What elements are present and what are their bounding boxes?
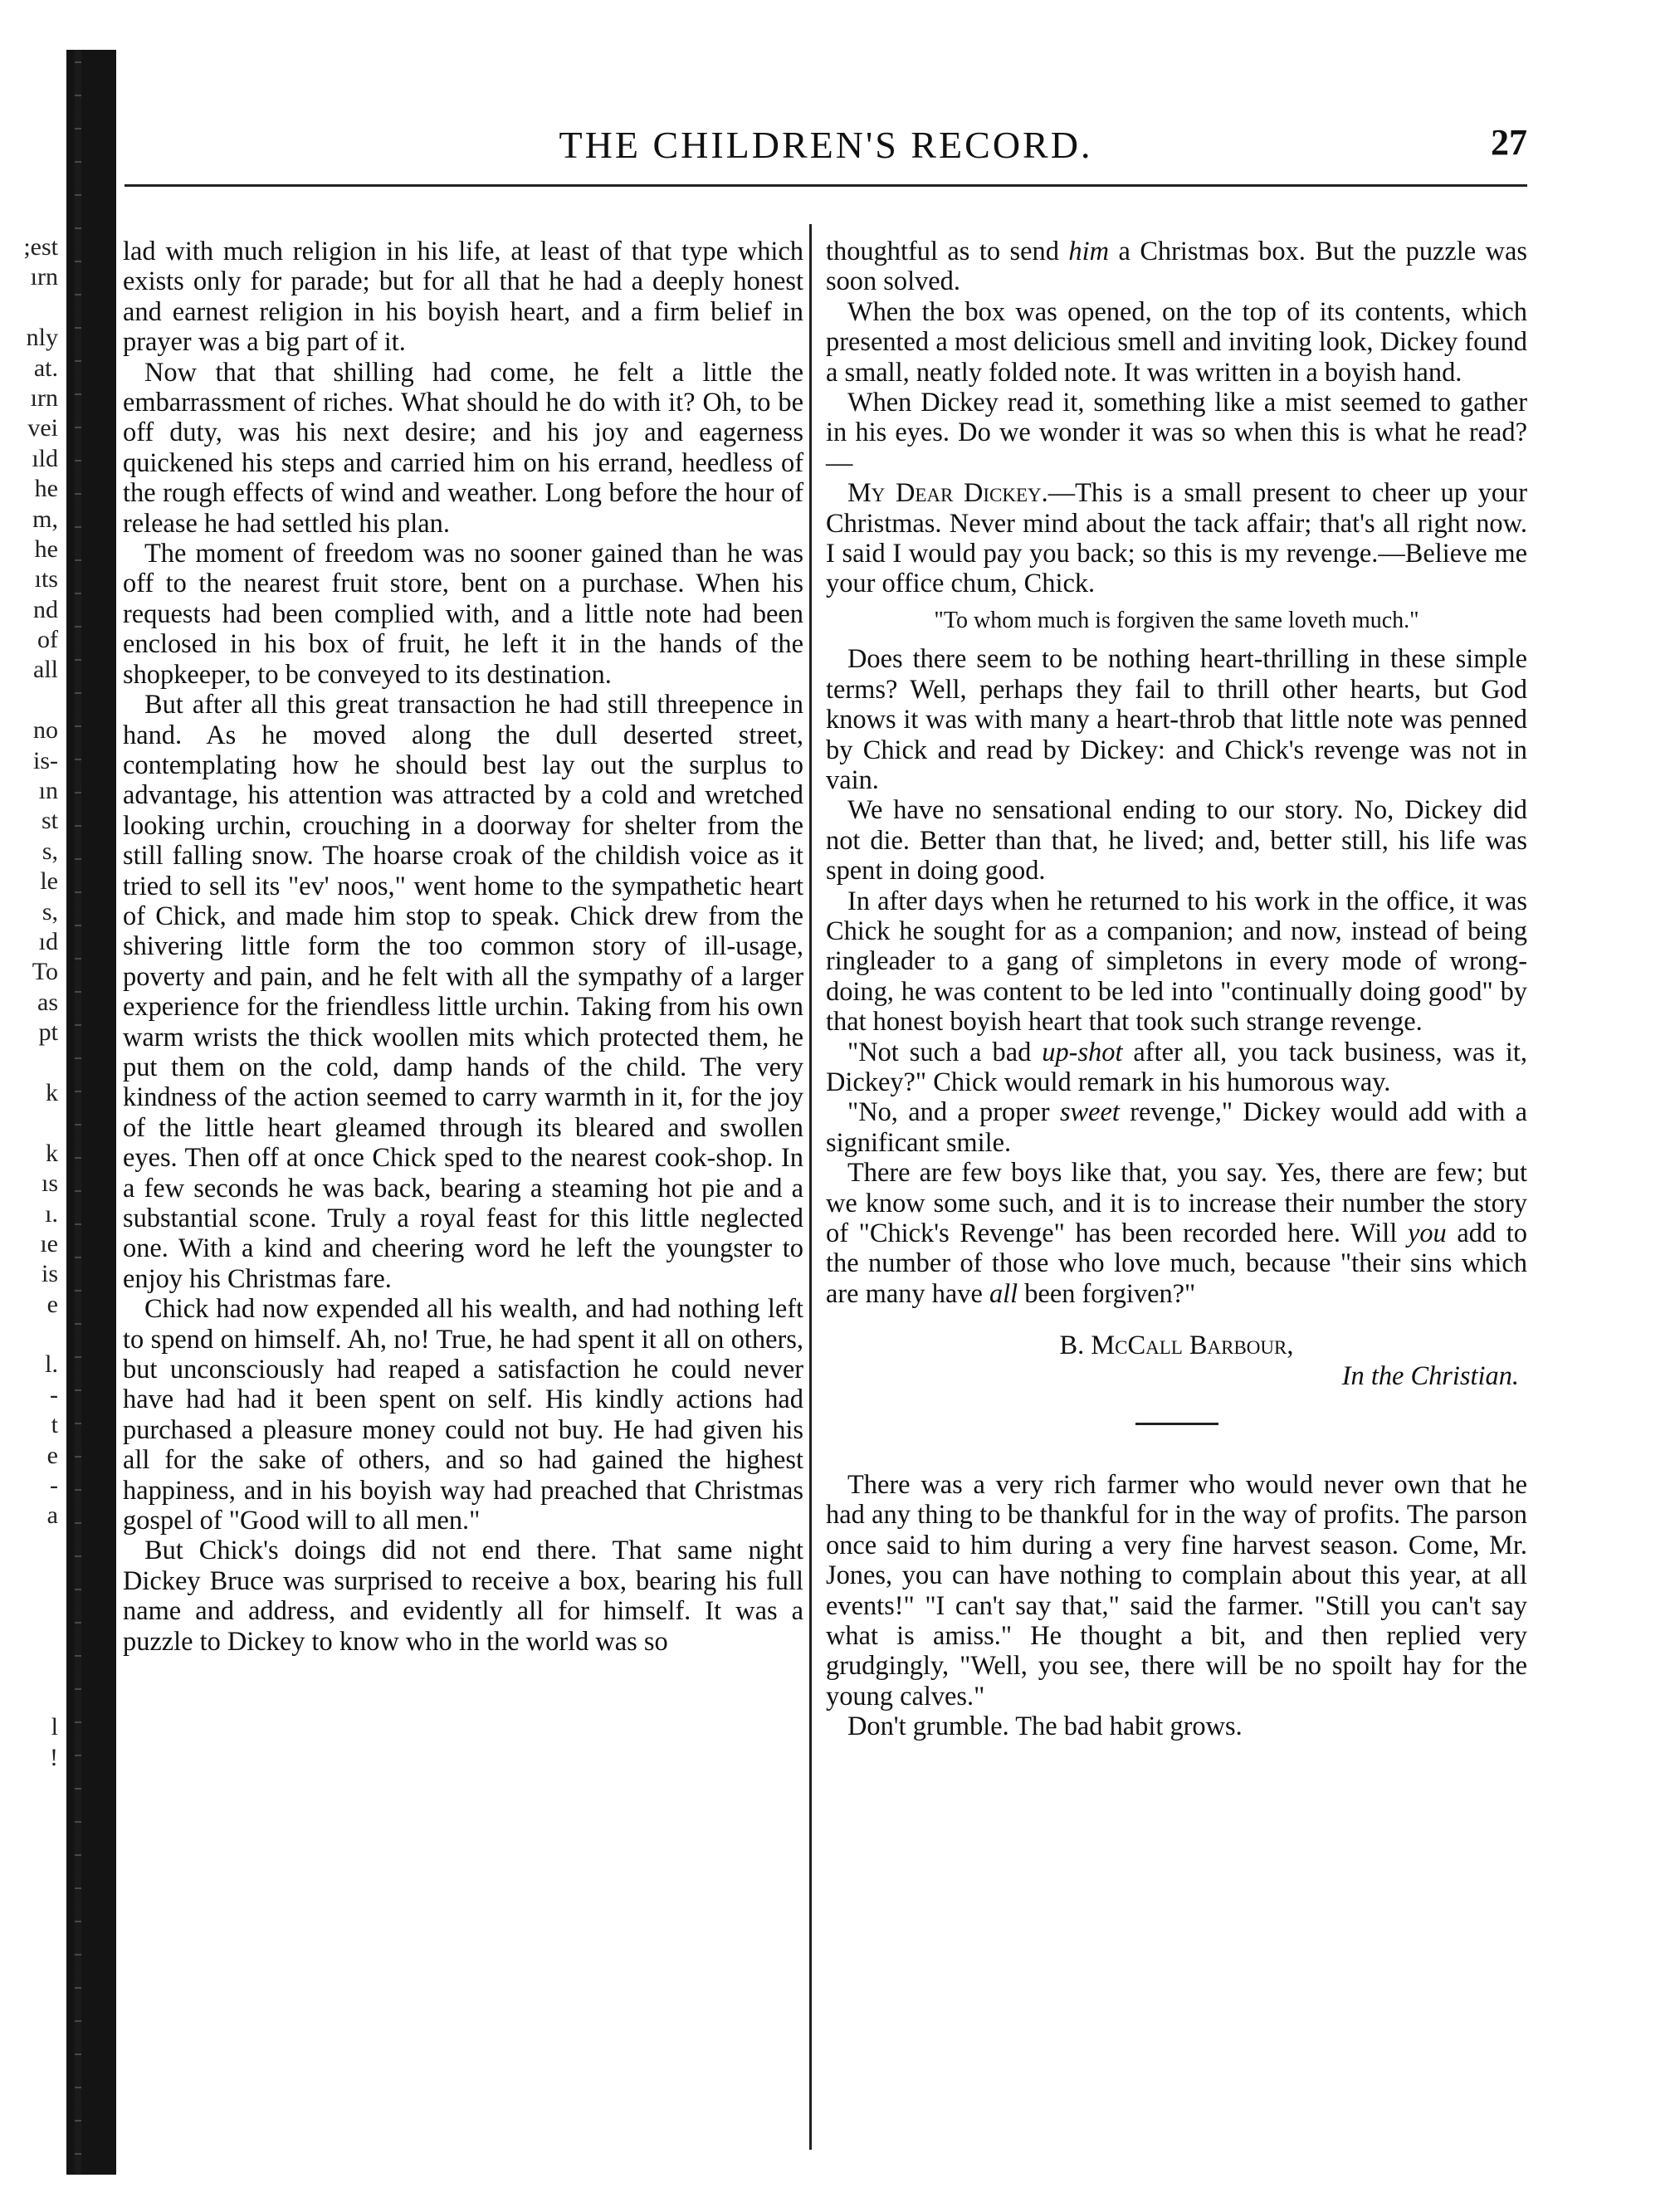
column-divider: [809, 224, 812, 2150]
margin-fragment: e: [46, 1290, 58, 1318]
paragraph: "Not such a bad up-shot after all, you tack business, was it, Dickey?" Chick would remark in his humorous way.: [826, 1037, 1528, 1097]
margin-fragment: [0, 1682, 58, 1712]
paragraph: lad with much religion in his life, at least of that type which exists only for parade; but for all that he had a deeply honest and earnest religion in his boyish heart, and a firm belief in prayer was a big part of it.: [123, 237, 803, 358]
margin-fragment: he: [34, 535, 58, 563]
section-separator: [1135, 1423, 1218, 1425]
margin-fragment: To: [32, 958, 58, 986]
paragraph: Chick had now expended all his wealth, and had nothing left to spend on himself. Ah, no! True, he had spent it all on others, but unconsciously had reaped a satisfaction he could never have had had it been spent on self. His kindly actions had purchased a pleasure money could not buy. He had given his all for the sake of others, and so had gained the highest happiness, and in his boyish way had preached that Christmas gospel of "Good will to all men.": [123, 1294, 803, 1536]
margin-fragment: ;est: [23, 233, 58, 261]
margin-fragment: [0, 1652, 58, 1682]
margin-fragment: !: [50, 1743, 58, 1771]
page-binding-edge: [66, 50, 116, 2175]
margin-fragment: l.: [45, 1350, 58, 1379]
margin-fragment: ırn: [30, 383, 58, 412]
margin-fragment: -: [50, 1380, 58, 1409]
margin-fragment: all: [33, 656, 58, 684]
paragraph: There are few boys like that, you say. Yes, there are few; but we know some such, and it is to increase their number the story of "Chick's Revenge" has been recorded here. Will you add to the number of those who love much, because "their sins which are many have all been forgiven?": [826, 1158, 1527, 1309]
margin-fragment: [0, 1803, 58, 1833]
paragraph: When the box was opened, on the top of its contents, which presented a most delicious smell and inviting look, Dickey found a small, neatly folded note. It was written in a boyish hand.: [826, 296, 1527, 388]
margin-fragment: ıe: [40, 1229, 58, 1257]
margin-fragment: at.: [33, 354, 58, 382]
margin-fragment: pt: [38, 1018, 58, 1047]
paragraph: thoughtful as to send him a Christmas box. But the puzzle was soon solved.: [826, 237, 1527, 297]
margin-fragment: s,: [42, 897, 58, 925]
margin-fragment: l: [51, 1713, 58, 1741]
paragraph: When Dickey read it, something like a mist seemed to gather in his eyes. Do we wonder it was so when this is what he read?—: [826, 388, 1527, 478]
running-title: THE CHILDREN'S RECORD.: [559, 124, 1093, 166]
margin-fragment: m,: [32, 505, 58, 533]
margin-fragment: is: [41, 1260, 58, 1288]
margin-fragment: [0, 1773, 58, 1803]
paragraph: In after days when he returned to his work in the office, it was Chick he sought for as a companion; and now, instead of being ringleader to a gang of simpletons in every mode of wrong-doing, he was content to be led into "continually doing good" by that honest boyish heart that took such strange revenge.: [826, 886, 1527, 1038]
margin-fragment: [0, 1622, 58, 1652]
margin-fragment: a: [46, 1502, 58, 1530]
margin-fragment: of: [37, 626, 58, 654]
margin-fragment: le: [40, 867, 58, 896]
margin-fragment: k: [46, 1139, 58, 1167]
paragraph: We have no sensational ending to our story. No, Dickey did not die. Better than that, he lived; and, better still, his life was spent in doing good.: [826, 795, 1527, 886]
paragraph: Now that that shilling had come, he felt a little the embarrassment of riches. What should he do with it? Oh, to be off duty, was his next desire; and his joy and eagerness quickened his steps and carried him on his errand, heedless of the rough effects of wind and weather. Long before the hour of release he had settled his plan.: [123, 357, 803, 539]
paragraph: There was a very rich farmer who would never own that he had any thing to be thankful for in the way of profits. The parson once said to him during a very fine harvest season. Come, Mr. Jones, you can have nothing to complain about this year, at all events!" "I can't say that," said the farmer. "Still you can't say what is amiss." He thought a bit, and then replied very grudgingly, "Well, you see, there will be no spoilt hay for the young calves.": [826, 1470, 1527, 1711]
left-column: [123, 237, 803, 1657]
paragraph: Don't grumble. The bad habit grows.: [847, 1711, 1243, 1742]
margin-fragment: ı.: [45, 1199, 58, 1228]
margin-fragment: e: [46, 1441, 58, 1469]
letter-text: My Dear Dickey.—This is a small present to cheer up your Christmas. Never mind about the tack affair; that's all right now. I said I would pay you back; so this is my revenge.—Believe me your office chum, Chick.: [826, 478, 1527, 599]
margin-fragment: ıts: [34, 565, 58, 593]
source-attribution: In the Christian.: [1341, 1360, 1519, 1391]
margin-fragment: ıd: [38, 927, 58, 955]
page-number: 27: [1491, 122, 1527, 163]
margin-fragment: t: [51, 1411, 58, 1439]
margin-fragment: nd: [33, 595, 58, 623]
margin-fragment: s,: [42, 837, 58, 865]
margin-fragment: [0, 293, 58, 323]
previous-page-margin-fragments: [0, 232, 58, 1834]
margin-fragment: -: [50, 1472, 58, 1500]
right-column: [826, 237, 1527, 1742]
paragraph: The moment of freedom was no sooner gained than he was off to the nearest fruit store, bent on a purchase. When his requests had been complied with, and a little note had been enclosed in his box of fruit, he left it in the hands of the shopkeeper, to be conveyed to its destination.: [123, 539, 803, 690]
margin-fragment: [0, 1531, 58, 1561]
paragraph: Does there seem to be nothing heart-thrilling in these simple terms? Well, perhaps they fail to thrill other hearts, but God knows it was with many a heart-throb that little note was penned by Chick and read by Dickey: and Chick's revenge was not in vain.: [826, 644, 1527, 795]
paragraph: But after all this great transaction he had still threepence in hand. As he moved along the dull deserted street, contemplating how he should best lay out the surplus to advantage, his attention was attracted by a cold and wretched looking urchin, crouching in a doorway for shelter from the still falling snow. The hoarse croak of the childish voice as it tried to sell its "ev' noos," went home to the sympathetic heart of Chick, and made him stop to speak. Chick drew from the shivering little form the too common story of ill-usage, poverty and pain, and he felt with all the sympathy of a larger experience for the friendless little urchin. Taking from his own warm wrists the thick woollen mits which protected them, he put them on the cold, damp hands of the child. The very kindness of the action seemed to carry warmth in it, for the joy of the little heart gleamed through its bleared and swollen eyes. Then off at once Chick sped to the nearest cook-shop. In a few seconds he was back, bearing a steaming hot pie and a substantial scone. Truly a royal feast for this little neglected one. With a kind and cheering word he left the youngster to enjoy his Christmas fare.: [123, 690, 803, 1294]
margin-fragment: [0, 1108, 58, 1138]
author-signature: B. McCall Barbour,: [1059, 1331, 1294, 1361]
margin-fragment: ın: [38, 777, 58, 805]
letter-salutation: My Dear Dickey.: [847, 478, 1048, 509]
margin-fragment: ıs: [41, 1169, 58, 1198]
margin-fragment: he: [34, 475, 58, 503]
margin-fragment: as: [37, 988, 58, 1016]
margin-fragment: ırn: [30, 263, 58, 291]
margin-fragment: no: [33, 716, 58, 745]
scripture-quote: "To whom much is forgiven the same loveth much.": [934, 607, 1419, 633]
margin-fragment: k: [46, 1078, 58, 1106]
paragraph: But Chick's doings did not end there. That same night Dickey Bruce was surprised to receive a box, bearing his full name and address, and evidently all for himself. It was a puzzle to Dickey to know who in the world was so: [123, 1536, 803, 1657]
margin-fragment: [0, 686, 58, 715]
paragraph: "No, and a proper sweet revenge," Dickey would add with a significant smile.: [826, 1097, 1527, 1158]
margin-fragment: [0, 1592, 58, 1622]
margin-fragment: nly: [26, 324, 58, 352]
margin-fragment: is-: [33, 746, 58, 774]
header-rule: [125, 184, 1527, 187]
margin-fragment: [0, 1320, 58, 1350]
margin-fragment: [0, 1561, 58, 1591]
page-header: [125, 123, 1527, 181]
margin-fragment: [0, 1048, 58, 1078]
margin-fragment: ıld: [32, 444, 58, 472]
margin-fragment: vei: [27, 414, 58, 442]
margin-fragment: st: [41, 807, 58, 835]
